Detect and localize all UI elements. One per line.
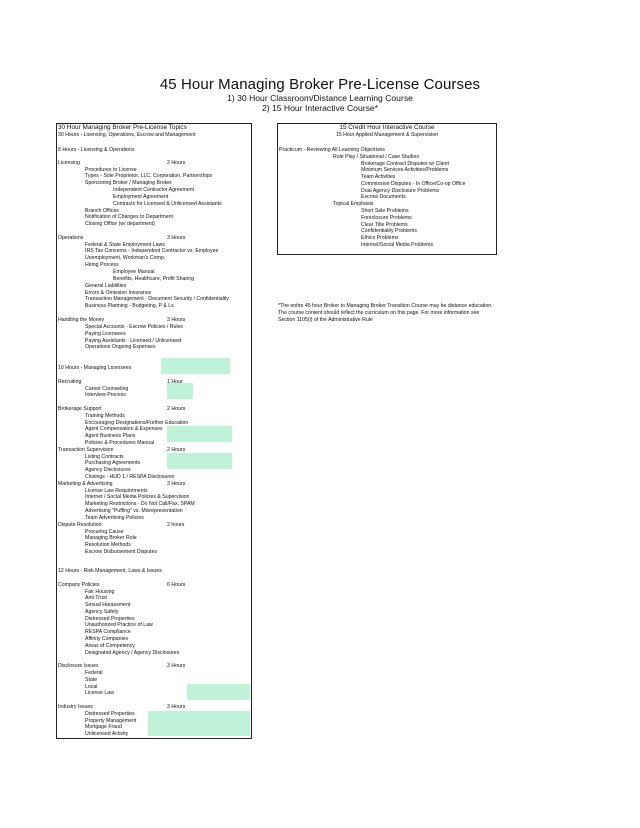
- list-item: Employee Manual: [113, 269, 155, 275]
- topic-hours: 2 Hours: [167, 447, 186, 453]
- footnote-line: Section 1105(i) of the Administrative Rule: [278, 317, 373, 323]
- list-item: State: [85, 677, 98, 683]
- list-item: Closings - HUD 1 / RESPA Disclosures: [85, 474, 175, 480]
- table-subheader: 15 Hour Applied Management & Supervision: [335, 132, 439, 138]
- topic-hours: 2 Hours: [167, 160, 186, 166]
- topic-company-policies: Company Policies: [58, 582, 100, 588]
- list-item: Internet/Social Media Problems: [361, 242, 434, 248]
- list-item: Closing Office (w/ department): [85, 221, 155, 227]
- list-item: Internet / Social Media Policies & Supervision: [85, 494, 190, 500]
- practicum-heading: Practicum - Reviewing All Learning Objectives: [279, 147, 385, 153]
- list-item: Dual Agency Disclosure Problems: [361, 188, 440, 194]
- list-item: License Law Requirements: [85, 488, 148, 494]
- list-item: Notification of Changes to Department: [85, 214, 173, 220]
- section-heading: 10 Hours - Managing Licensees: [58, 365, 132, 371]
- list-item: Sponsoring Broker / Managing Broker: [85, 180, 172, 186]
- list-item: Team Activities: [361, 174, 396, 180]
- list-item: Training Methods: [85, 413, 125, 419]
- footnote-line: The course content should reflect the curriculum on this page. For more information see: [278, 310, 480, 316]
- topic-industry-issues: Industry Issues: [58, 704, 93, 710]
- section-heading: 12 Hours - Risk Management, Laws & Issues: [58, 568, 162, 574]
- list-item: Operations Ongoing Expenses: [85, 344, 156, 350]
- highlight-cell: [148, 711, 250, 736]
- list-item: Designated Agency / Agency Disclosures: [85, 650, 180, 656]
- list-item: Commission Disputes - In Office/Co-op Office: [361, 181, 466, 187]
- highlight-cell: [167, 453, 232, 469]
- list-item: Procedures to License: [85, 167, 137, 173]
- list-item: Transaction Management - Document Security / Confidentiality: [85, 296, 229, 302]
- list-item: Federal & State Employment Laws: [85, 242, 165, 248]
- section-heading: 8 Hours - Licensing & Operations: [58, 147, 135, 153]
- table-subheader: 30 Hours - Licensing, Operations, Escrow and Management: [58, 132, 196, 138]
- list-item: Escrow Documents: [361, 194, 406, 200]
- list-item: Paying Licensees: [85, 331, 126, 337]
- footnote-line: *The entire 45 hour Broker to Managing Broker Transition Course may be distance education.: [278, 303, 493, 309]
- list-item: Agent Business Plans: [85, 433, 136, 439]
- list-item: Distressed Properties: [85, 616, 135, 622]
- list-item: Managing Broker Role: [85, 535, 137, 541]
- topic-hours: 3 Hours: [167, 663, 186, 669]
- list-item: Marketing Restrictions - Do Not Call/Fax, SPAM: [85, 501, 195, 507]
- list-item: Types - Sole Proprietor, LLC, Corporation, Partnerships: [85, 173, 213, 179]
- topic-hours: 2 Hours: [167, 406, 186, 412]
- list-item: Errors & Omission Insurance: [85, 290, 152, 296]
- list-item: Special Accounts - Escrow Policies / Rules: [85, 324, 184, 330]
- topic-hours: 6 Hours: [167, 582, 186, 588]
- list-item: Procuring Cause: [85, 529, 124, 535]
- topic-recruiting: Recruiting: [58, 379, 82, 385]
- topic-handling-money: Handling the Money: [58, 317, 105, 323]
- topic-hours: 3 Hours: [167, 317, 186, 323]
- topic-disclosure-issues: Disclosure Issues: [58, 663, 99, 669]
- list-item: General Liabilities: [85, 283, 127, 289]
- list-item: Career Counseling: [85, 386, 129, 392]
- list-item: License Law: [85, 690, 114, 696]
- list-item: Foreclosure Problems: [361, 215, 412, 221]
- topic-hours: 3 Hours: [167, 704, 186, 710]
- course-option-1: 1) 30 Hour Classroom/Distance Learning Course: [227, 93, 413, 103]
- highlight-cell: [187, 684, 250, 700]
- list-item: IRS Tax Concerns - Independent Contractor vs. Employee: [85, 248, 219, 254]
- topic-brokerage-support: Brokerage Support: [58, 406, 102, 412]
- topic-hours: 1 Hour: [167, 379, 183, 385]
- list-item: Brokerage Contract Disputes w/ Client: [361, 161, 449, 167]
- list-item: Short Sale Problems: [361, 208, 409, 214]
- interactive-course-table: [277, 123, 497, 255]
- roleplay-heading: Role Play / Situational / Case Studies: [333, 154, 419, 160]
- list-item: Unauthorized Practice of Law: [85, 622, 153, 628]
- list-item: Contracts for Licensed & Unlicensed Assistants: [113, 201, 222, 207]
- topic-hours: 3 Hours: [167, 235, 186, 241]
- list-item: Listing Contracts: [85, 454, 124, 460]
- list-item: Employment Agreement: [113, 194, 169, 200]
- list-item: Escrow Disbursement Disputes: [85, 549, 158, 555]
- topic-hours: 3 Hours: [167, 481, 186, 487]
- list-item: Resolution Methods: [85, 542, 131, 548]
- list-item: Federal: [85, 670, 103, 676]
- list-item: Unemployment, Workman's Comp.: [85, 255, 166, 261]
- list-item: Confidentiality Problems: [361, 228, 417, 234]
- list-item: Purchasing Agreements: [85, 460, 141, 466]
- topic-licensing: Licensing: [58, 160, 80, 166]
- topic-hours: 2 hours: [167, 522, 185, 528]
- list-item: Agency Disclosures: [85, 467, 131, 473]
- highlight-cell: [161, 358, 230, 374]
- list-item: Sexual Harassment: [85, 602, 131, 608]
- list-item: Benefits, Healthcare, Profit Sharing: [113, 276, 195, 282]
- topic-operations: Operations: [58, 235, 84, 241]
- list-item: Business Planning - Budgeting, P & Ls: [85, 303, 174, 309]
- topics-table: [56, 123, 252, 739]
- list-item: Affinity Companies: [85, 636, 129, 642]
- list-item: Agency Safety: [85, 609, 119, 615]
- list-item: Hiring Process: [85, 262, 119, 268]
- list-item: Interview Process: [85, 392, 126, 398]
- list-item: Encouraging Designations/Further Education: [85, 420, 189, 426]
- topic-transaction-supervision: Transaction Supervision: [58, 447, 114, 453]
- list-item: Clear Title Problems: [361, 222, 408, 228]
- page-title: 45 Hour Managing Broker Pre-License Courses: [159, 76, 481, 93]
- highlight-cell: [167, 383, 193, 399]
- table-header: 30 Hour Managing Broker Pre-License Topics: [58, 124, 187, 131]
- list-item: RESPA Compliance: [85, 629, 131, 635]
- list-item: Fair Housing: [85, 589, 115, 595]
- list-item: Mortgage Fraud: [85, 724, 122, 730]
- topic-marketing: Marketing & Advertising: [58, 481, 113, 487]
- topical-heading: Topical Emphasis: [333, 201, 374, 207]
- list-item: Minimum Services Activities/Problems: [361, 167, 449, 173]
- list-item: Local: [85, 684, 98, 690]
- list-item: Anti Trust: [85, 595, 107, 601]
- list-item: Unlicensed Activity: [85, 731, 129, 737]
- course-option-2: 2) 15 Hour Interactive Course*: [261, 103, 379, 113]
- list-item: Paying Assistants - Licensed / Unlicensed: [85, 338, 182, 344]
- list-item: Independent Contractor Agreement: [113, 187, 195, 193]
- topic-dispute-resolution: Dispute Resolution: [58, 522, 102, 528]
- list-item: Team Advertising Policies: [85, 515, 144, 521]
- list-item: Branch Offices: [85, 208, 119, 214]
- highlight-cell: [167, 426, 232, 442]
- list-item: Advertising "Puffing" vs. Misrepresentation: [85, 508, 183, 514]
- list-item: Policies & Procedures Manual: [85, 440, 155, 446]
- list-item: Agent Compensation & Expenses: [85, 426, 163, 432]
- table-header: 15 Credit Hour Interactive Course: [339, 124, 435, 131]
- list-item: Distressed Properties: [85, 711, 135, 717]
- list-item: Ethics Problems: [361, 235, 399, 241]
- list-item: Property Management: [85, 718, 137, 724]
- list-item: Areas of Competency: [85, 643, 135, 649]
